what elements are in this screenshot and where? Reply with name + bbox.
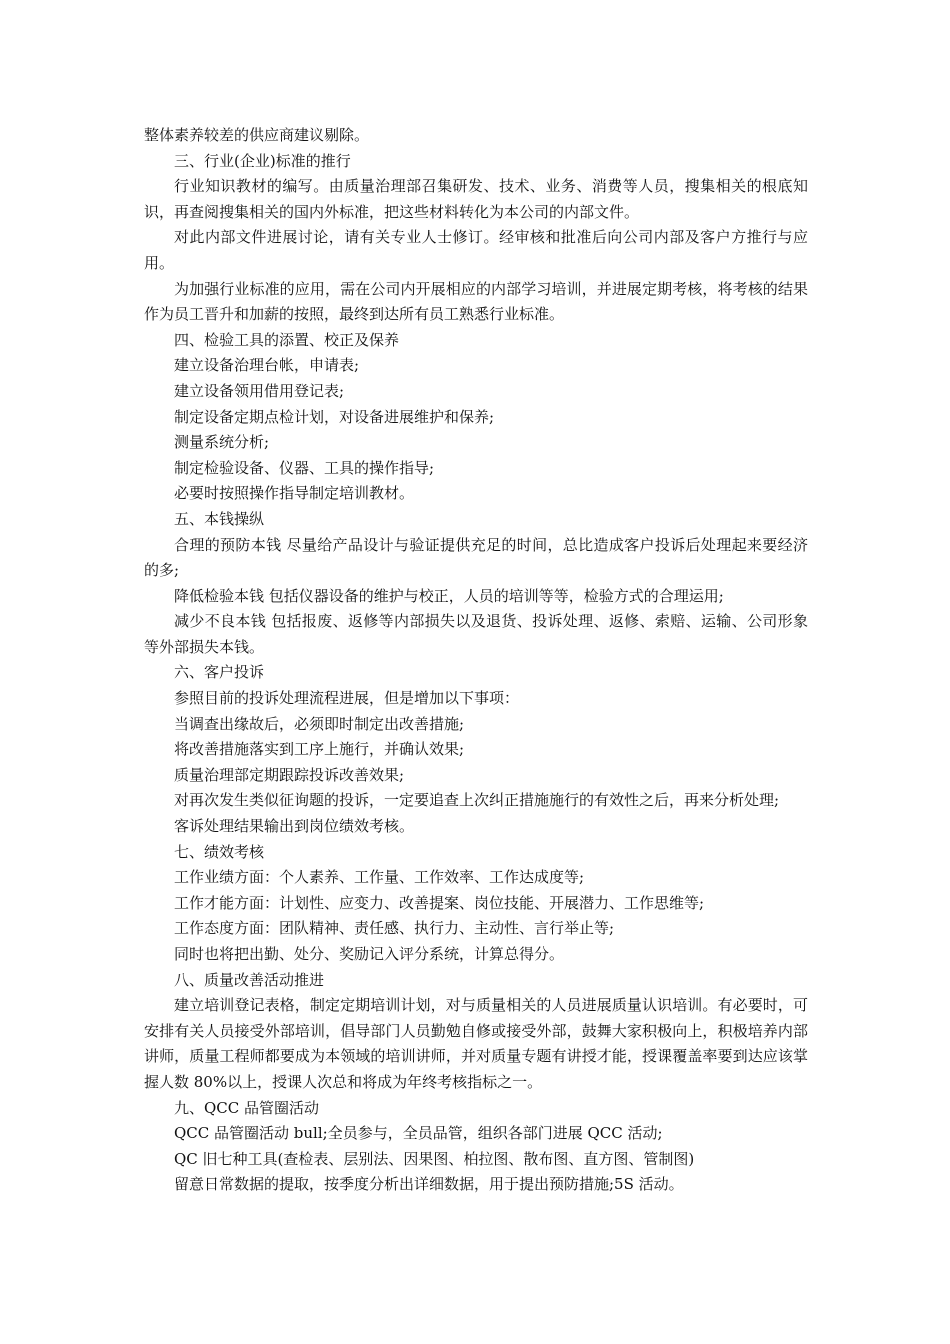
- list-item: 客诉处理结果输出到岗位绩效考核。: [174, 817, 415, 836]
- document-body: [144, 123, 808, 1198]
- section-heading: 七、绩效考核: [174, 842, 265, 861]
- list-item: 工作才能方面：计划性、应变力、改善提案、岗位技能、开展潜力、工作思维等;: [174, 893, 705, 912]
- list-item: 当调查出缘故后，必须即时制定出改善措施;: [174, 714, 465, 733]
- paragraph: 整体素养较差的供应商建议剔除。: [144, 126, 370, 144]
- list-item: 建立设备治理台帐，申请表;: [174, 356, 360, 375]
- list-item: 工作态度方面：团队精神、责任感、执行力、主动性、言行举止等;: [174, 919, 615, 938]
- paragraph: 为加强行业标准的应用，需在公司内开展相应的内部学习培训，并进展定期考核，将考核的结果作为员工晋升和加薪的按照，最终到达所有员工熟悉行业标准。: [144, 279, 808, 324]
- list-item: 制定检验设备、仪器、工具的操作指导;: [174, 458, 435, 477]
- list-item: 参照目前的投诉处理流程进展，但是增加以下事项：: [174, 689, 520, 708]
- list-item: QC 旧七种工具(查检表、层别法、因果图、柏拉图、散布图、直方图、管制图): [174, 1149, 695, 1168]
- section-heading: 三、行业(企业)标准的推行: [174, 151, 351, 170]
- paragraph: 对再次发生类似征询题的投诉，一定要追查上次纠正措施施行的有效性之后，再来分析处理;: [174, 791, 780, 810]
- list-item: 建立设备领用借用登记表;: [174, 381, 345, 400]
- paragraph: 建立培训登记表格，制定定期培训计划，对与质量相关的人员进展质量认识培训。有必要时，可安排有关人员接受外部培训，倡导部门人员勤勉自修或接受外部，鼓舞大家积极向上，积极培养内部讲师，质量工程师都要成为本领域的培训讲师，并对质量专题有讲授才能，授课覆盖率要到达应该掌握人数 80%以上，授课人次总和将成为年终考核指标之一。: [144, 996, 808, 1091]
- paragraph: 减少不良本钱 包括报废、返修等内部损失以及退货、投诉处理、返修、索赔、运输、公司形象等外部损失本钱。: [144, 612, 808, 656]
- section-heading: 六、客户投诉: [174, 663, 265, 682]
- list-item: 工作业绩方面：个人素养、工作量、工作效率、工作达成度等;: [174, 868, 585, 887]
- list-item: 将改善措施落实到工序上施行，并确认效果;: [174, 740, 465, 759]
- paragraph: 对此内部文件进展讨论，请有关专业人士修订。经审核和批准后向公司内部及客户方推行与应用。: [144, 228, 808, 272]
- list-item: 必要时按照操作指导制定培训教材。: [174, 484, 415, 503]
- section-heading: 九、QCC 品管圈活动: [174, 1098, 320, 1117]
- list-item: 留意日常数据的提取，按季度分析出详细数据，用于提出预防措施;5S 活动。: [174, 1175, 684, 1194]
- paragraph: 行业知识教材的编写。由质量治理部召集研发、技术、业务、消费等人员，搜集相关的根底知识，再查阅搜集相关的国内外标准，把这些材料转化为本公司的内部文件。: [144, 177, 808, 221]
- paragraph: 合理的预防本钱 尽量给产品设计与验证提供充足的时间，总比造成客户投诉后处理起来要经济的多;: [144, 535, 808, 580]
- section-heading: 八、质量改善活动推进: [174, 970, 325, 989]
- list-item: 质量治理部定期跟踪投诉改善效果;: [174, 765, 405, 784]
- list-item: QCC 品管圈活动 bull;全员参与，全员品管，组织各部门进展 QCC 活动;: [174, 1124, 663, 1143]
- section-heading: 五、本钱操纵: [174, 509, 265, 528]
- section-heading: 四、检验工具的添置、校正及保养: [174, 330, 400, 349]
- list-item: 制定设备定期点检计划，对设备进展维护和保养;: [174, 407, 495, 426]
- list-item: 测量系统分析;: [174, 433, 270, 452]
- paragraph: 降低检验本钱 包括仪器设备的维护与校正，人员的培训等等，检验方式的合理运用;: [174, 586, 724, 605]
- list-item: 同时也将把出勤、处分、奖励记入评分系统，计算总得分。: [174, 945, 565, 963]
